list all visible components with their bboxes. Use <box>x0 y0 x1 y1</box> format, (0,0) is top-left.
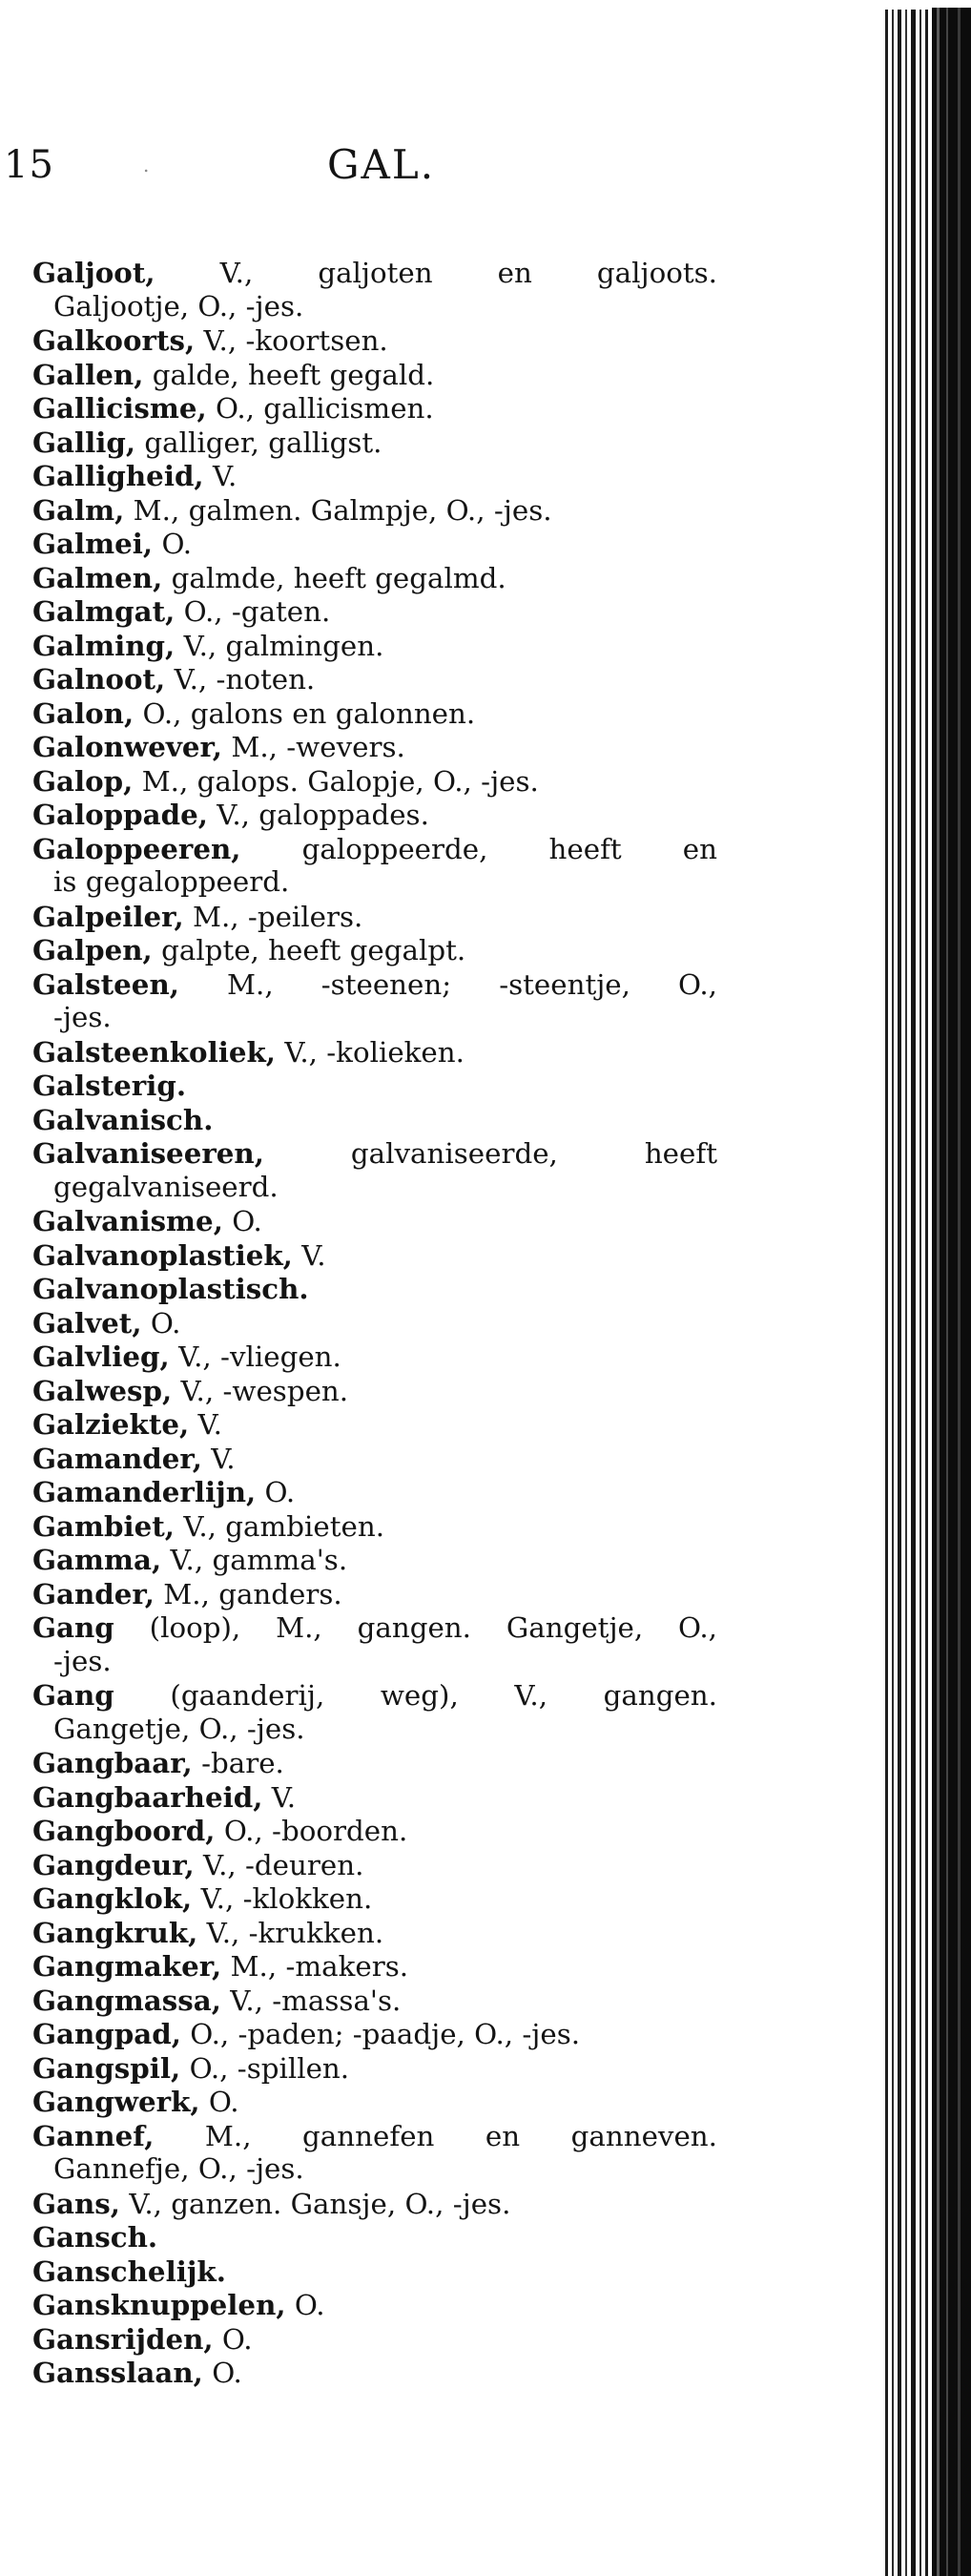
dictionary-entry <box>32 459 717 493</box>
entry-line <box>32 1136 717 1171</box>
entry-line <box>32 1848 717 1882</box>
entry-line <box>32 1577 717 1611</box>
dictionary-entry <box>32 1509 717 1544</box>
entry-text: M., -wevers. <box>231 731 405 763</box>
entry-text: V. <box>271 1780 297 1814</box>
dictionary-entry <box>32 1678 717 1746</box>
dictionary-entry <box>32 2322 717 2357</box>
entry-headword: Gallicisme, <box>32 391 207 425</box>
entry-line <box>32 1780 717 1815</box>
entry-line <box>32 256 717 290</box>
entry-text: V., -massa's. <box>230 1984 402 2017</box>
entry-line <box>32 1814 717 1848</box>
entry-text: V., -noten. <box>174 663 316 696</box>
entry-line <box>32 459 717 493</box>
entry-line <box>32 2085 717 2119</box>
entry-line <box>32 832 717 866</box>
dictionary-entry <box>32 1916 717 1950</box>
entry-line: -jes. <box>53 1644 112 1677</box>
entry-line <box>32 2288 717 2322</box>
entry-line <box>32 2187 717 2221</box>
dictionary-entry <box>32 1543 717 1577</box>
running-head: GAL. <box>327 141 436 188</box>
dictionary-entry <box>32 1306 717 1340</box>
dictionary-entry <box>32 1610 717 1678</box>
entry-headword: Galsterig. <box>32 1069 187 1102</box>
entry-line <box>32 1746 717 1780</box>
entry-text: V., -klokken. <box>200 1882 373 1915</box>
entry-text: O., gallicismen. <box>216 392 434 425</box>
dictionary-entry <box>32 2356 717 2390</box>
dictionary-entry <box>32 2119 717 2187</box>
entry-line <box>32 696 717 731</box>
entry-text: galde, heeft gegald. <box>152 358 435 391</box>
entry-text: V. <box>212 460 238 492</box>
entry-headword: Gangboord, <box>32 1814 216 1847</box>
dictionary-entry <box>32 1949 717 1984</box>
dictionary-entry <box>32 629 717 663</box>
entry-text: (loop), M., gangen. Gangetje, O., <box>149 1611 717 1644</box>
dictionary-entry <box>32 1407 717 1442</box>
entry-text: O. <box>221 2322 253 2356</box>
entry-text: V., -krukken. <box>206 1916 384 1949</box>
entry-headword: Gangbaarheid, <box>32 1779 263 1814</box>
entry-headword: Gansch. <box>32 2220 158 2254</box>
entry-headword: Gangmassa, <box>32 1983 221 2017</box>
entry-line <box>32 1881 717 1916</box>
entry-headword: Gansslaan, <box>32 2356 203 2389</box>
entry-line <box>32 2322 717 2357</box>
dictionary-entries <box>32 256 717 2390</box>
dictionary-entry <box>32 832 717 900</box>
entry-headword: Galvanoplastisch. <box>32 1272 309 1305</box>
entry-line <box>32 1340 717 1374</box>
entry-line <box>32 1238 717 1273</box>
entry-line <box>32 2017 717 2051</box>
entry-text: M., galmen. Galmpje, O., -jes. <box>133 493 552 527</box>
dictionary-entry <box>32 358 717 392</box>
entry-text: O., -spillen. <box>189 2051 350 2085</box>
entry-line <box>32 629 717 663</box>
entry-headword: Gallen, <box>32 357 144 391</box>
entry-text: V. <box>211 1442 236 1475</box>
entry-text: V., -wespen. <box>180 1374 349 1407</box>
entry-line <box>32 933 717 967</box>
entry-text: M., -steenen; -steentje, O., <box>227 967 717 1001</box>
entry-line <box>32 1069 717 1103</box>
entry-text: V., -koortsen. <box>203 324 388 357</box>
dictionary-entry <box>32 730 717 764</box>
dictionary-entry <box>32 561 717 595</box>
dictionary-entry <box>32 1238 717 1273</box>
entry-line <box>32 1678 717 1713</box>
entry-headword: Gangwerk, <box>32 2085 200 2118</box>
entry-line <box>32 493 717 528</box>
dictionary-entry <box>32 256 717 323</box>
entry-line <box>32 1949 717 1984</box>
entry-line <box>32 1442 717 1476</box>
entry-line: -jes. <box>53 1001 112 1033</box>
dictionary-entry <box>32 1035 717 1070</box>
entry-text: O. <box>264 1476 296 1508</box>
page-edge-rules <box>866 0 971 2576</box>
entry-text: O. <box>294 2289 325 2321</box>
entry-headword: Gansknuppelen, <box>32 2288 286 2321</box>
entry-headword: Gallig, <box>32 425 136 459</box>
dictionary-entry <box>32 426 717 460</box>
entry-headword: Ganschelijk. <box>32 2254 226 2288</box>
entry-headword: Galmei, <box>32 527 154 560</box>
dictionary-entry <box>32 493 717 528</box>
entry-headword: Galoppeeren, <box>32 831 241 865</box>
entry-line <box>32 2119 717 2153</box>
entry-text: M., ganders. <box>163 1577 342 1610</box>
entry-line <box>32 1103 717 1137</box>
entry-text: M., gannefen en ganneven. <box>204 2119 717 2152</box>
entry-headword: Galoppade, <box>32 798 208 831</box>
entry-text: O., -paden; -paadje, O., -jes. <box>190 2018 581 2050</box>
entry-text: M., galops. Galopje, O., -jes. <box>141 764 539 798</box>
entry-headword: Gamanderlijn, <box>32 1475 257 1508</box>
entry-line: Gangetje, O., -jes. <box>53 1712 305 1745</box>
entry-text: galvaniseerde, heeft <box>350 1137 717 1170</box>
entry-line <box>32 561 717 595</box>
dictionary-entry <box>32 1475 717 1509</box>
entry-line <box>32 2356 717 2390</box>
entry-text: V., -kolieken. <box>284 1035 465 1069</box>
entry-line <box>32 1035 717 1070</box>
entry-text: O., -gaten. <box>183 595 331 628</box>
entry-line: Gannefje, O., -jes. <box>53 2152 304 2185</box>
entry-line <box>32 798 717 832</box>
dictionary-entry <box>32 2254 717 2289</box>
entry-line <box>32 1916 717 1950</box>
entry-line <box>32 391 717 426</box>
dictionary-entry <box>32 1780 717 1815</box>
entry-headword: Galvanisme, <box>32 1204 223 1237</box>
dictionary-entry <box>32 662 717 696</box>
entry-headword: Galligheid, <box>32 459 204 492</box>
entry-text: O. <box>212 2357 242 2389</box>
entry-line: gegalvaniseerd. <box>53 1170 279 1203</box>
entry-line <box>32 1610 717 1645</box>
entry-headword: Gang <box>32 1610 114 1644</box>
dictionary-entry <box>32 527 717 561</box>
entry-line <box>32 1204 717 1238</box>
entry-line <box>32 323 717 358</box>
entry-text: galoppeerde, heeft en <box>301 832 717 865</box>
dictionary-entry <box>32 900 717 934</box>
entry-line <box>32 764 717 799</box>
entry-headword: Galonwever, <box>32 730 222 763</box>
entry-line <box>32 1509 717 1544</box>
entry-line <box>32 1306 717 1340</box>
dictionary-entry <box>32 594 717 629</box>
entry-headword: Gannef, <box>32 2118 155 2152</box>
entry-line <box>32 1374 717 1408</box>
entry-line <box>32 2051 717 2086</box>
dictionary-entry <box>32 1577 717 1611</box>
entry-headword: Galziekte, <box>32 1407 190 1441</box>
entry-text: M., -peilers. <box>193 900 363 933</box>
entry-headword: Galpeiler, <box>32 899 184 933</box>
dictionary-entry <box>32 323 717 358</box>
dictionary-entry <box>32 1814 717 1848</box>
entry-headword: Gans, <box>32 2186 120 2220</box>
entry-line: Galjootje, O., -jes. <box>53 289 304 322</box>
entry-text: galpte, heeft gegalpt. <box>161 934 466 966</box>
entry-headword: Gangmaker, <box>32 1949 222 1983</box>
entry-text: O. <box>161 528 193 560</box>
entry-line <box>32 967 717 1002</box>
entry-text: V., ganzen. Gansje, O., -jes. <box>129 2187 511 2220</box>
entry-headword: Gambiet, <box>32 1508 175 1543</box>
dictionary-entry <box>32 967 717 1035</box>
entry-headword: Gamma, <box>32 1543 162 1576</box>
entry-headword: Gangbaar, <box>32 1746 193 1779</box>
dictionary-entry <box>32 1136 717 1204</box>
entry-text: V., galmingen. <box>183 629 384 662</box>
dictionary-entry <box>32 2051 717 2086</box>
entry-line <box>32 662 717 696</box>
entry-headword: Galon, <box>32 696 134 730</box>
entry-headword: Gamander, <box>32 1441 202 1475</box>
entry-headword: Galvet, <box>32 1305 142 1340</box>
dictionary-entry <box>32 1340 717 1374</box>
entry-text: O. <box>150 1306 181 1340</box>
entry-headword: Galvlieg, <box>32 1340 170 1373</box>
entry-text: V., -deuren. <box>203 1848 364 1881</box>
entry-headword: Galjoot, <box>32 256 155 289</box>
entry-headword: Galvanisch. <box>32 1102 214 1136</box>
entry-headword: Galm, <box>32 492 125 527</box>
dictionary-entry <box>32 1442 717 1476</box>
entry-headword: Galmgat, <box>32 594 176 628</box>
entry-headword: Galsteenkoliek, <box>32 1034 276 1069</box>
entry-line: is gegaloppeerd. <box>53 865 290 898</box>
dictionary-entry <box>32 764 717 799</box>
dictionary-entry <box>32 1103 717 1137</box>
dictionary-entry <box>32 798 717 832</box>
dictionary-entry <box>32 2085 717 2119</box>
dictionary-entry <box>32 696 717 731</box>
dictionary-entry <box>32 391 717 426</box>
dictionary-entry <box>32 1069 717 1103</box>
entry-text: V., -vliegen. <box>178 1340 341 1373</box>
entry-line <box>32 1475 717 1509</box>
entry-line <box>32 1543 717 1577</box>
entry-line <box>32 730 717 764</box>
entry-text: (gaanderij, weg), V., gangen. <box>170 1679 717 1712</box>
dictionary-entry <box>32 2017 717 2051</box>
dictionary-entry <box>32 1848 717 1882</box>
dictionary-entry <box>32 1984 717 2018</box>
dictionary-entry <box>32 1746 717 1780</box>
entry-headword: Galwesp, <box>32 1373 173 1407</box>
entry-line <box>32 358 717 392</box>
entry-headword: Gangspil, <box>32 2050 181 2085</box>
entry-text: V. <box>197 1408 222 1441</box>
entry-line <box>32 1272 717 1306</box>
entry-line <box>32 2220 717 2254</box>
entry-text: M., -makers. <box>230 1950 409 1983</box>
dictionary-entry <box>32 1374 717 1408</box>
stray-mark: . <box>143 154 150 177</box>
entry-headword: Galvanoplastiek, <box>32 1237 293 1272</box>
entry-text: O., galons en galonnen. <box>142 696 476 730</box>
dictionary-entry <box>32 1272 717 1306</box>
entry-line <box>32 2254 717 2289</box>
entry-line <box>32 426 717 460</box>
entry-text: V., gambieten. <box>183 1509 385 1543</box>
entry-text: galliger, galligst. <box>144 426 382 459</box>
dictionary-entry <box>32 933 717 967</box>
entry-line <box>32 1984 717 2018</box>
dictionary-entry <box>32 1204 717 1238</box>
dictionary-entry <box>32 2220 717 2254</box>
entry-headword: Gangklok, <box>32 1881 193 1915</box>
entry-line <box>32 594 717 629</box>
entry-text: V. <box>301 1238 326 1272</box>
entry-headword: Gangdeur, <box>32 1847 195 1881</box>
dictionary-entry <box>32 2288 717 2322</box>
entry-headword: Galop, <box>32 763 134 798</box>
entry-text: O. <box>232 1205 262 1237</box>
entry-text: -bare. <box>201 1747 284 1779</box>
entry-text: O. <box>208 2086 239 2118</box>
entry-line <box>32 1407 717 1442</box>
entry-text: galmde, heeft gegalmd. <box>171 561 506 594</box>
entry-headword: Galming, <box>32 628 176 662</box>
entry-headword: Gander, <box>32 1576 155 1610</box>
entry-line <box>32 527 717 561</box>
entry-text: V., galjoten en galjoots. <box>219 257 717 289</box>
entry-headword: Gang <box>32 1678 114 1712</box>
page-number: 15 <box>4 143 54 187</box>
entry-headword: Galpen, <box>32 933 153 966</box>
entry-text: O., -boorden. <box>223 1815 408 1847</box>
entry-headword: Gangpad, <box>32 2017 181 2050</box>
dictionary-entry <box>32 1881 717 1916</box>
entry-headword: Gansrijden, <box>32 2321 214 2356</box>
page-header <box>0 141 971 198</box>
entry-line <box>32 900 717 934</box>
entry-headword: Galkoorts, <box>32 323 196 357</box>
dictionary-entry <box>32 2187 717 2221</box>
entry-headword: Gangkruk, <box>32 1915 198 1949</box>
entry-headword: Galvaniseeren, <box>32 1136 264 1170</box>
entry-headword: Galsteen, <box>32 966 179 1001</box>
entry-text: V., galoppades. <box>217 799 429 831</box>
entry-headword: Galnoot, <box>32 662 166 696</box>
entry-headword: Galmen, <box>32 560 163 594</box>
entry-text: V., gamma's. <box>170 1544 348 1576</box>
